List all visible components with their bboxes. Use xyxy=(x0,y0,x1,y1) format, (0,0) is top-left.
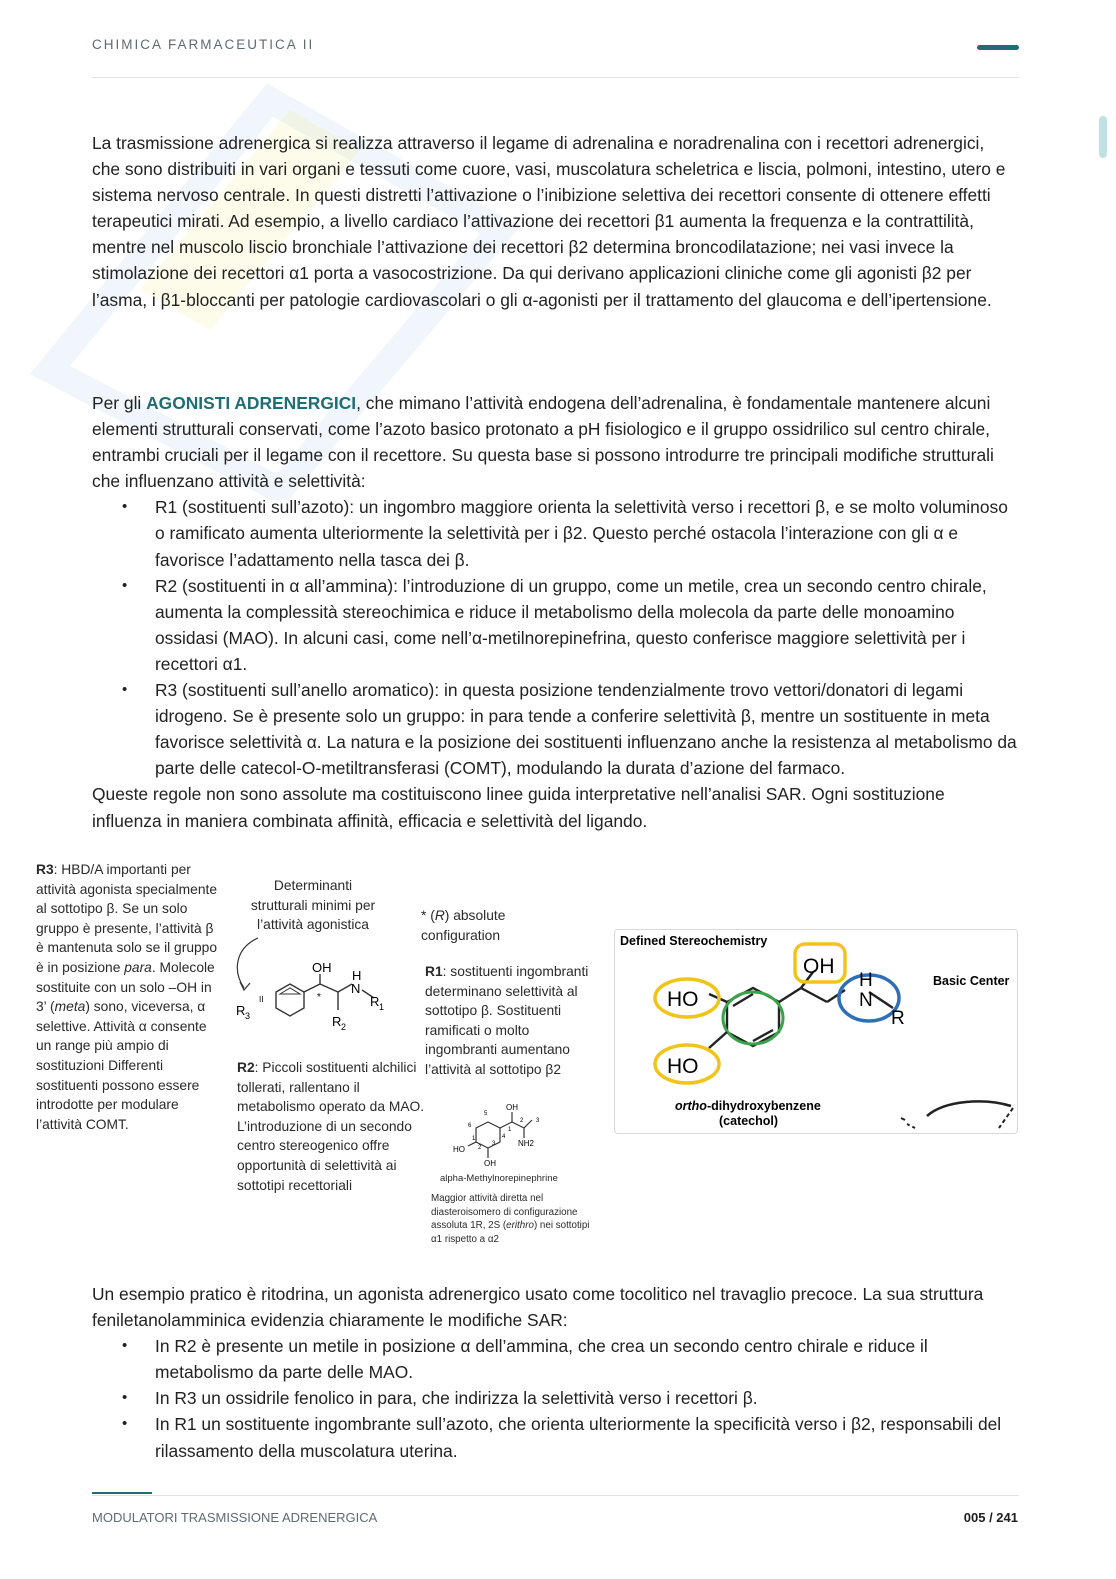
svg-text:4: 4 xyxy=(502,1134,506,1140)
footer-section-title: MODULATORI TRASMISSIONE ADRENERGICA xyxy=(92,1510,378,1525)
footer-accent-bar xyxy=(92,1492,152,1494)
h-label-stereo: H xyxy=(859,970,873,991)
absolute-configuration-note: * (R) absolute configuration xyxy=(421,908,506,943)
svg-text:II: II xyxy=(259,995,264,1004)
header-accent-bar xyxy=(977,45,1019,50)
scrollbar-thumb[interactable] xyxy=(1099,116,1107,158)
basic-center-label: Basic Center xyxy=(933,974,1010,988)
oh-label-stereo: OH xyxy=(803,955,835,978)
svg-text:3: 3 xyxy=(536,1118,540,1124)
ho-bottom-label: HO xyxy=(667,1055,699,1078)
ritodrine-paragraph: Un esempio pratico è ritodrina, un agonista adrenergico usato come tocolitico nel travaglio precoce. La sua struttura feniletanolamminica evidenzia chiaramente le modifiche SAR: xyxy=(92,1284,984,1331)
agonists-text: , che mimano l’attività endogena dell’adrenalina, è fondamentale mantenere alcuni elementi strutturali conservati, come l’azoto basico protonato a pH fisiologico e il gruppo ossidrilico sul centro chirale, entrambi cruciali per il legame con il recettore. Su questa base si possono introdurre tre principali modifiche strutturali che influenzano attività e selettività: xyxy=(92,393,994,492)
stereochemistry-panel xyxy=(614,929,1018,1134)
svg-text:1: 1 xyxy=(472,1136,476,1142)
footer-divider xyxy=(92,1495,1019,1496)
ritodrine-section xyxy=(92,1281,1017,1464)
oh-label: OH xyxy=(312,960,332,975)
r2-annotation: R2: Piccoli sostituenti alchilici tollerati, rallentano il metabolismo operato da MAO. L’introduzione di un secondo centro stereogenico offre opportunità di selettività ai sottotipi recettoriali xyxy=(237,1060,425,1193)
svg-text:2: 2 xyxy=(341,1022,347,1032)
page-number: 005 / 241 xyxy=(963,1510,1018,1525)
list-item: • In R1 un sostituente ingombrante sull’azoto, che orienta ulteriormente la specificità verso i β2, responsabili del rilassamento della muscolatura uterina. xyxy=(155,1411,1017,1463)
stereo-title: Defined Stereochemistry xyxy=(620,934,768,948)
r1-label: R xyxy=(370,994,380,1009)
r-label-stereo: R xyxy=(891,1008,905,1029)
svg-text:NH2: NH2 xyxy=(518,1139,535,1148)
ritodrine-sar-list xyxy=(92,1333,1017,1463)
list-item: • In R3 un ossidrile fenolico in para, che indirizza la selettività verso i recettori β. xyxy=(155,1385,1017,1411)
methylnorepinephrine-structure xyxy=(450,1100,570,1178)
intro-text: La trasmissione adrenergica si realizza attraverso il legame di adrenalina e noradrenalina con i recettori adrenergici, che sono distribuiti in vari organi e tessuti come cuore, vasi, muscolatura scheletrica e liscia, polmoni, intestino, utero e sistema nervoso centrale. In questi distretti l’attivazione o l’inibizione selettiva dei recettori consente di ottenere effetti terapeutici mirati. Ad esempio, a livello cardiaco l’attivazione dei recettori β1 aumenta la frequenza e la contrattilità, mentre nel muscolo liscio bronchiale l’attivazione dei recettori β2 determina broncodilatazione; nei vasi invece la stimolazione dei recettori α1 porta a vasocostrizione. Da qui derivano applicazioni cliniche come gli agonisti β2 per l’asma, i β1-bloccanti per patologie cardiovascolari o gli α-agonisti per il trattamento del glaucoma e dell’ipertensione. xyxy=(92,133,1006,310)
list-item: • R2 (sostituenti in α all’ammina): l’introduzione di un gruppo, come un metile, crea un secondo centro chirale, aumenta la complessità stereochimica e riduce il metabolismo della molecola da parte delle monoamino ossidasi (MAO). In alcuni casi, come nell’α-metilnorepinefrina, questo conferisce maggiore selettività per i recettori α1. xyxy=(155,573,1017,677)
intro-paragraph xyxy=(92,130,1017,313)
generic-agonist-structure xyxy=(228,930,418,1040)
diastereomer-note: Maggior attività diretta nel diasteroisomero di configurazione assoluta 1R, 2S (erithro) nei sottotipi α1 rispetto a α2 xyxy=(431,1193,590,1245)
agonists-heading: AGONISTI ADRENERGICI xyxy=(146,393,357,413)
molecule-caption: alpha-Methylnorepinephrine xyxy=(440,1173,558,1184)
svg-text:2: 2 xyxy=(520,1118,524,1124)
list-item: • R1 (sostituenti sull’azoto): un ingombro maggiore orienta la selettività verso i recettori β, e se molto voluminoso o ramificato aumenta ulteriormente la selettività per i β2. Questo perché ostacola l’interazione con gli α e favorisce l’adattamento nella tasca dei β. xyxy=(155,494,1017,572)
catechol-name: ortho-dihydroxybenzene xyxy=(675,1099,821,1113)
determinants-caption: Determinanti strutturali minimi per l’attività agonistica xyxy=(250,878,376,933)
svg-text:OH: OH xyxy=(506,1103,518,1112)
svg-text:3: 3 xyxy=(492,1141,496,1147)
h-label: H xyxy=(352,968,362,983)
agonists-section xyxy=(92,390,1017,834)
r3-annotation: R3: HBD/A importanti per attività agonista specialmente al sottotipo β. Se un solo gruppo è presente, l’attività β è mantenuta solo se il gruppo è in posizione para. Molecole sostituite con un solo –OH in 3’ (meta) sono, viceversa, α selettive. Attività α consente un range più ampio di sostituzioni Differenti sostituenti possono essere introdotte per modulare l’attività COMT. xyxy=(36,862,218,1132)
svg-text:HO: HO xyxy=(453,1145,465,1154)
catechol-caption: (catechol) xyxy=(719,1114,779,1128)
svg-text:2: 2 xyxy=(478,1145,482,1151)
svg-text:OH: OH xyxy=(484,1159,496,1168)
n-label: N xyxy=(351,981,361,996)
chiral-star: * xyxy=(317,992,321,1003)
svg-text:1: 1 xyxy=(508,1127,512,1133)
agonists-paragraph xyxy=(92,390,1017,494)
r1-annotation: R1: sostituenti ingombranti determinano selettività al sottotipo β. Sostituenti ramificati o molto ingombranti aumentano l’attività al sottotipo β2 xyxy=(425,964,589,1077)
list-item: • In R2 è presente un metile in posizione α dell’ammina, che crea un secondo centro chirale e riduce il metabolismo da parte delle MAO. xyxy=(155,1333,1017,1385)
sar-modifications-list xyxy=(92,494,1017,781)
ho-top-label: HO xyxy=(667,988,699,1011)
catechol-structure-diagram xyxy=(615,930,1017,1133)
r2-label: R xyxy=(332,1014,342,1029)
agonists-lead: Per gli xyxy=(92,393,147,413)
svg-text:1: 1 xyxy=(379,1002,385,1012)
r3-label: R xyxy=(236,1003,246,1018)
document-title: CHIMICA FARMACEUTICA II xyxy=(92,37,315,52)
svg-text:6: 6 xyxy=(468,1123,472,1129)
svg-text:3: 3 xyxy=(245,1011,251,1021)
n-label-stereo: N xyxy=(859,990,873,1011)
sar-conclusion: Queste regole non sono assolute ma costituiscono linee guida interpretative nell’analisi SAR. Ogni sostituzione influenza in maniera combinata affinità, efficacia e selettività del ligando. xyxy=(92,784,945,831)
list-item: • R3 (sostituenti sull’anello aromatico): in questa posizione tendenzialmente trovo vettori/donatori di legami idrogeno. Se è presente solo un gruppo: in para tende a conferire selettività β, mentre un sostituente in meta favorisce selettività α. La natura e la posizione dei sostituenti influenzano anche la resistenza al metabolismo da parte delle catecol-O-metiltransferasi (COMT), modulando la durata d’azione del farmaco. xyxy=(155,677,1017,781)
svg-text:5: 5 xyxy=(484,1111,488,1117)
